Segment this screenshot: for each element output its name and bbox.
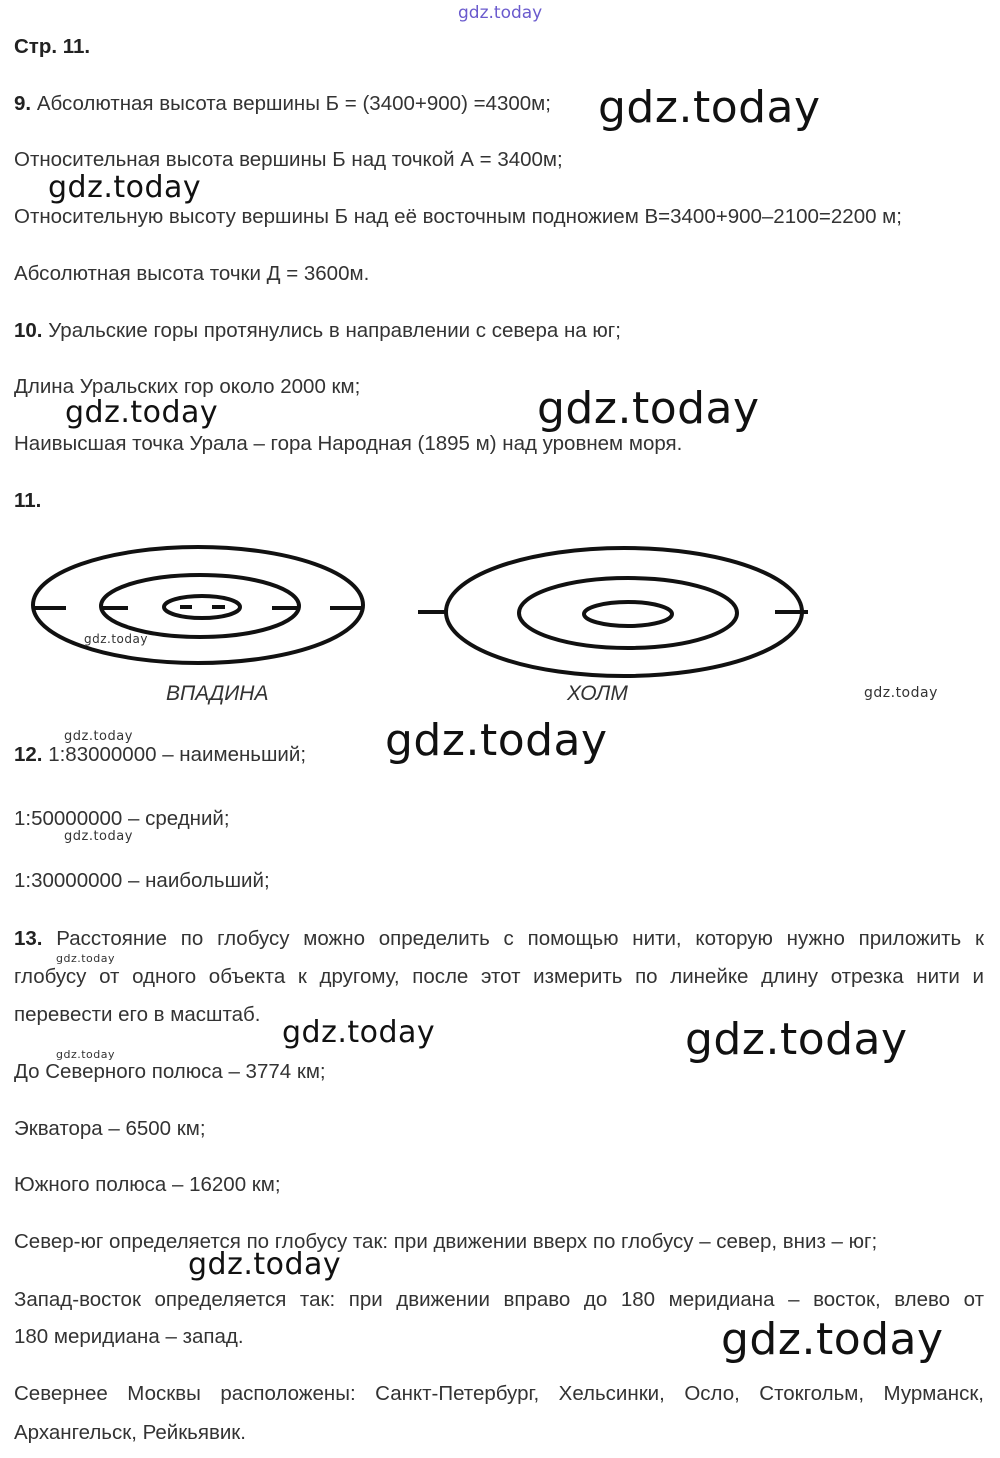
task12-number: 12. <box>14 743 43 766</box>
depression-middle-contour <box>101 575 299 637</box>
watermark: gdz.today <box>721 1314 944 1365</box>
task11-line <box>14 491 41 512</box>
depression-contours <box>33 547 364 663</box>
task10-line1 <box>14 321 621 342</box>
watermark: gdz.today <box>282 1015 436 1050</box>
watermark: gdz.today <box>864 685 938 701</box>
task13-line9: 180 меридиана – запад. <box>14 1325 244 1348</box>
task13-line6: Южного полюса – 16200 км; <box>14 1173 281 1196</box>
watermark: gdz.today <box>48 170 202 205</box>
task9-line2: Относительная высота вершины Б над точкой А = 3400м; <box>14 148 563 171</box>
task12-line2: 1:50000000 – средний; <box>14 807 230 830</box>
watermark: gdz.today <box>537 383 760 434</box>
task13-line8: Запад-восток определяется так: при движении вправо до 180 меридиана – восток, влево от <box>14 1288 984 1311</box>
task13-line10: Севернее Москвы расположены: Санкт-Петербург, Хельсинки, Осло, Стокгольм, Мурманск, <box>14 1382 984 1405</box>
task12-line1 <box>14 745 306 766</box>
page-header: Стр. 11. <box>14 35 91 58</box>
task13-line2: глобусу от одного объекта к другому, после этот измерить по линейке длину отрезка нити и <box>14 965 984 988</box>
task9-line3: Относительную высоту вершины Б над её восточным подножием В=3400+900–2100=2200 м; <box>14 205 902 228</box>
task13-line11: Архангельск, Рейкьявик. <box>14 1421 246 1444</box>
watermark: gdz.today <box>64 829 133 844</box>
hill-inner-contour <box>584 602 672 626</box>
watermark: gdz.today <box>598 82 821 133</box>
task13-line7: Север-юг определяется по глобусу так: при движении вверх по глобусу – север, вниз – юг; <box>14 1230 878 1253</box>
task10-text1: Уральские горы протянулись в направлении с севера на юг; <box>48 319 621 342</box>
watermark: gdz.today <box>385 715 608 766</box>
task10-line3: Наивысшая точка Урала – гора Народная (1895 м) над уровнем моря. <box>14 432 683 455</box>
watermark-top: gdz.today <box>458 3 543 23</box>
watermark: gdz.today <box>84 632 148 646</box>
depression-outer-contour <box>33 547 363 663</box>
task13-line3: перевести его в масштаб. <box>14 1003 261 1026</box>
task11-number: 11. <box>14 489 42 512</box>
depression-inner-contour <box>164 596 240 618</box>
hill-label: ХОЛМ <box>567 682 628 705</box>
task9-line4: Абсолютная высота точки Д = 3600м. <box>14 262 370 285</box>
hill-contours <box>418 548 808 676</box>
task13-text1: Расстояние по глобусу можно определить с помощью нити, которую нужно приложить к <box>56 927 984 950</box>
watermark: gdz.today <box>64 729 133 744</box>
task12-line3: 1:30000000 – наибольший; <box>14 869 270 892</box>
task13-line5: Экватора – 6500 км; <box>14 1117 206 1140</box>
hill-middle-contour <box>519 578 737 648</box>
task9-line1 <box>14 94 551 115</box>
task12-text1: 1:83000000 – наименьший; <box>48 743 307 766</box>
task13-line1 <box>14 929 984 950</box>
task13-number: 13. <box>14 927 43 950</box>
task10-number: 10. <box>14 319 43 342</box>
relief-diagram <box>0 530 1000 680</box>
task9-number: 9. <box>14 92 32 115</box>
hill-outer-contour <box>446 548 802 676</box>
task10-line2: Длина Уральских гор около 2000 км; <box>14 375 361 398</box>
watermark: gdz.today <box>56 1048 116 1061</box>
watermark: gdz.today <box>56 952 116 965</box>
watermark: gdz.today <box>188 1247 342 1282</box>
task13-line4: До Северного полюса – 3774 км; <box>14 1060 326 1083</box>
depression-label: ВПАДИНА <box>166 682 269 705</box>
watermark: gdz.today <box>685 1014 908 1065</box>
task9-text1: Абсолютная высота вершины Б = (3400+900) =4300м; <box>36 92 551 115</box>
watermark: gdz.today <box>65 395 219 430</box>
